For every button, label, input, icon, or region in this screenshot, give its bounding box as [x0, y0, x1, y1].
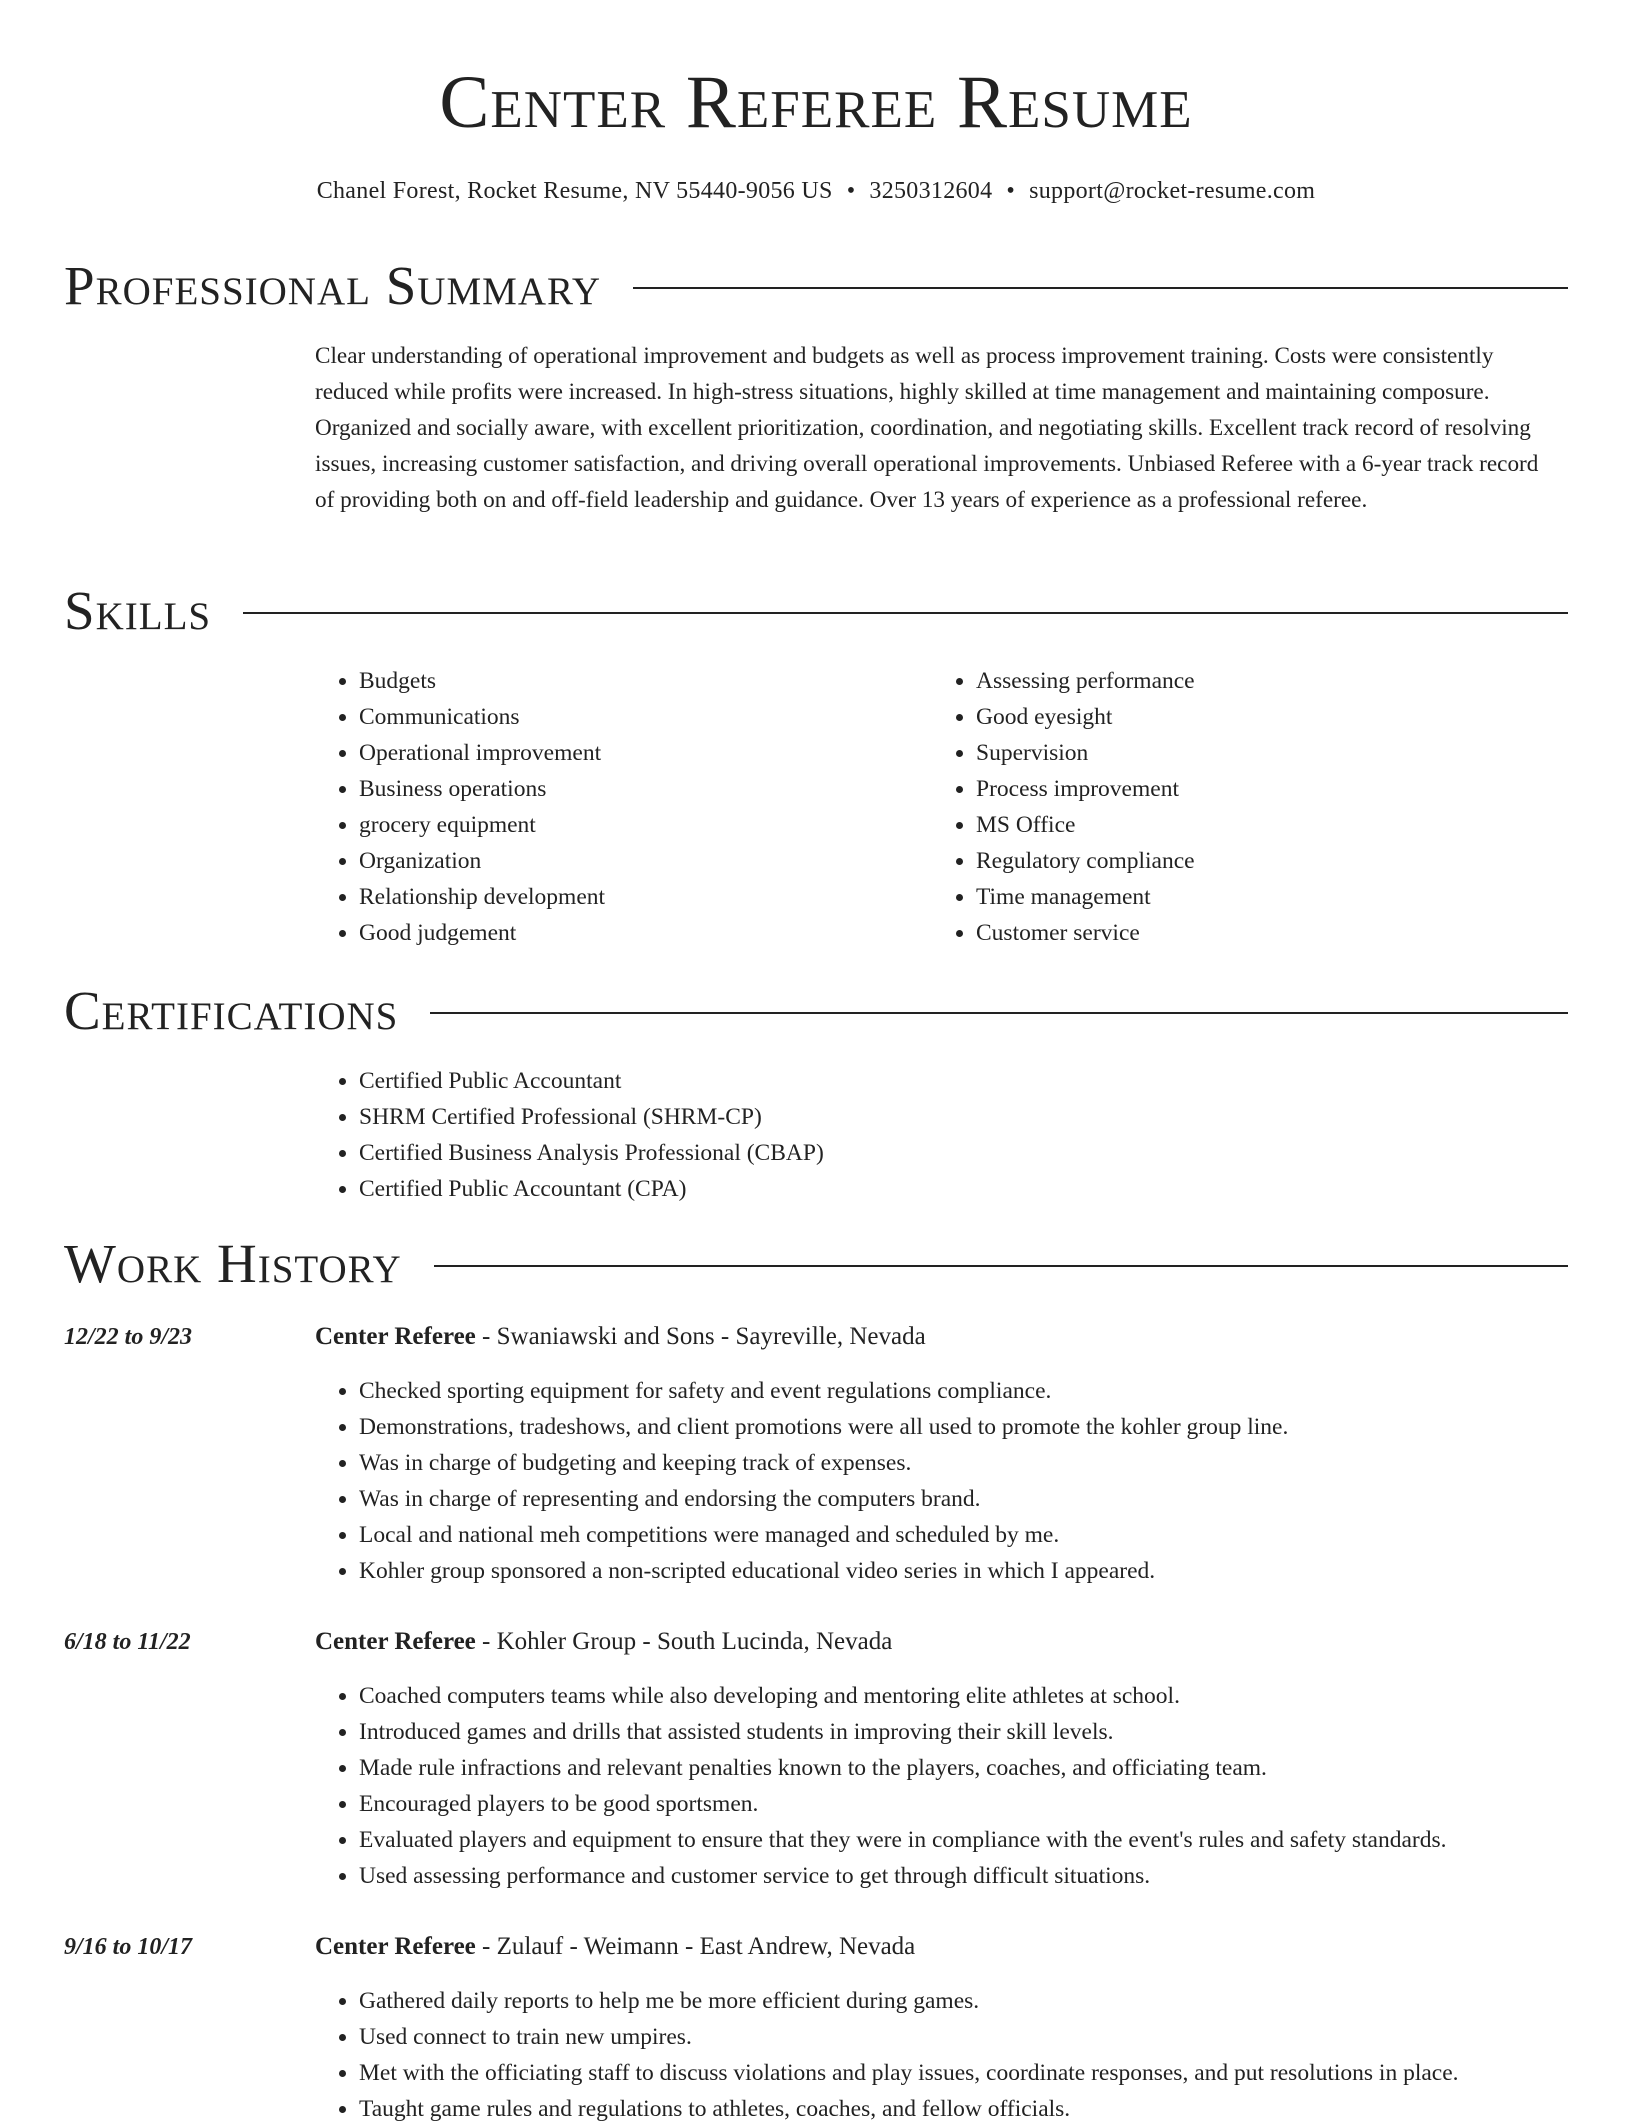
job-headline: [315, 1930, 915, 1964]
job-role: Center Referee: [315, 1933, 476, 1960]
job-bullet: • Was in charge of representing and endorsing the computers brand.: [359, 1481, 1619, 1517]
job-bullet: • Kohler group sponsored a non-scripted educational video series in which I appeared.: [359, 1553, 1619, 1589]
certifications-heading: Certifications: [64, 980, 399, 1041]
job-employer: - Zulauf - Weimann - East Andrew, Nevada: [475, 1933, 916, 1960]
job-bullet: • Local and national meh competitions were managed and scheduled by me.: [359, 1517, 1619, 1553]
job-bullets: [315, 1373, 1619, 1589]
summary-text: Clear understanding of operational improvement and budgets as well as process improvement training. Costs were consistently reduced while profits were increased. In high-stress situations, highly skilled at time management and maintaining composure. Organized and socially aware, with excellent prioritization, coordination, and negotiating skills. Excellent track record of resolving issues, increasing customer satisfaction, and driving overall operational improvements. Unbiased Referee with a 6-year track record of providing both on and off-field leadership and guidance. Over 13 years of experience as a professional referee.: [315, 343, 1539, 513]
section-divider: [430, 1012, 1568, 1014]
job-bullet: • Checked sporting equipment for safety and event regulations compliance.: [359, 1373, 1619, 1409]
job-employer: - Swaniawski and Sons - Sayreville, Nevada: [475, 1323, 926, 1350]
skill-item: • Process improvement: [976, 771, 1576, 807]
job-bullet: • Was in charge of budgeting and keeping track of expenses.: [359, 1445, 1619, 1481]
skill-item: • Supervision: [976, 735, 1576, 771]
skill-item: • Good eyesight: [976, 699, 1576, 735]
job-bullet: • Demonstrations, tradeshows, and client promotions were all used to promote the kohler group line.: [359, 1409, 1619, 1445]
work-history-section-header: [64, 1232, 1568, 1296]
job-bullet: • Used assessing performance and customer service to get through difficult situations.: [359, 1858, 1619, 1894]
job-bullet: • Used connect to train new umpires.: [359, 2019, 1619, 2055]
job-dates: 9/16 to 10/17: [64, 1934, 193, 1960]
job-bullet: • Taught game rules and regulations to athletes, coaches, and fellow officials.: [359, 2091, 1619, 2127]
section-divider: [633, 287, 1568, 289]
certifications-section-header: [64, 979, 1568, 1043]
job-headline: [315, 1625, 892, 1659]
skill-item: • grocery equipment: [359, 807, 959, 843]
contact-email[interactable]: support@rocket-resume.com: [1029, 178, 1316, 204]
skill-item: • MS Office: [976, 807, 1576, 843]
section-divider: [243, 612, 1568, 614]
contact-separator: •: [1006, 178, 1016, 204]
job-dates: 6/18 to 11/22: [64, 1629, 191, 1655]
skill-item: • Relationship development: [359, 879, 959, 915]
skill-item: • Business operations: [359, 771, 959, 807]
job-role: Center Referee: [315, 1323, 476, 1350]
skill-item: • Assessing performance: [976, 663, 1576, 699]
job-employer: - Kohler Group - South Lucinda, Nevada: [475, 1628, 893, 1655]
job-bullet: • Evaluated players and equipment to ensure that they were in compliance with the event's rules and safety standards.: [359, 1822, 1619, 1858]
job-role: Center Referee: [315, 1628, 476, 1655]
job-bullet: • Made rule infractions and relevant penalties known to the players, coaches, and officiating team.: [359, 1750, 1619, 1786]
skill-item: • Communications: [359, 699, 959, 735]
certification-item: • SHRM Certified Professional (SHRM-CP): [359, 1099, 1459, 1135]
skill-item: • Customer service: [976, 915, 1576, 951]
job-bullets: [315, 1983, 1619, 2127]
skills-section-header: [64, 579, 1568, 643]
skill-item: • Operational improvement: [359, 735, 959, 771]
job-bullet: • Introduced games and drills that assisted students in improving their skill levels.: [359, 1714, 1619, 1750]
work-history-heading: Work History: [64, 1233, 402, 1294]
contact-phone: 3250312604: [869, 178, 993, 204]
job-bullet: • Coached computers teams while also developing and mentoring elite athletes at school.: [359, 1678, 1619, 1714]
job-bullets: [315, 1678, 1619, 1894]
skills-heading: Skills: [64, 580, 212, 641]
contact-separator: •: [846, 178, 856, 204]
certification-item: • Certified Public Accountant: [359, 1063, 1459, 1099]
summary-heading: Professional Summary: [64, 255, 602, 316]
skill-item: • Time management: [976, 879, 1576, 915]
contact-address: Chanel Forest, Rocket Resume, NV 55440-9056 US: [316, 178, 833, 204]
job-headline: [315, 1320, 926, 1354]
job-bullet: • Met with the officiating staff to discuss violations and play issues, coordinate responses, and put resolutions in place.: [359, 2055, 1619, 2091]
section-divider: [434, 1265, 1568, 1267]
certification-item: • Certified Public Accountant (CPA): [359, 1171, 1459, 1207]
page-title: Center Referee Resume: [439, 61, 1193, 144]
summary-section-header: [64, 254, 1568, 318]
certifications-list: [315, 1063, 1459, 1207]
skill-item: • Budgets: [359, 663, 959, 699]
certification-item: • Certified Business Analysis Professional (CBAP): [359, 1135, 1459, 1171]
skills-list-left: [315, 663, 959, 951]
skill-item: • Good judgement: [359, 915, 959, 951]
job-bullet: • Gathered daily reports to help me be more efficient during games.: [359, 1983, 1619, 2019]
skill-item: • Organization: [359, 843, 959, 879]
skill-item: • Regulatory compliance: [976, 843, 1576, 879]
contact-line: [0, 174, 1632, 208]
job-dates: 12/22 to 9/23: [64, 1324, 193, 1350]
skills-list-right: [932, 663, 1576, 951]
job-bullet: • Encouraged players to be good sportsmen.: [359, 1786, 1619, 1822]
